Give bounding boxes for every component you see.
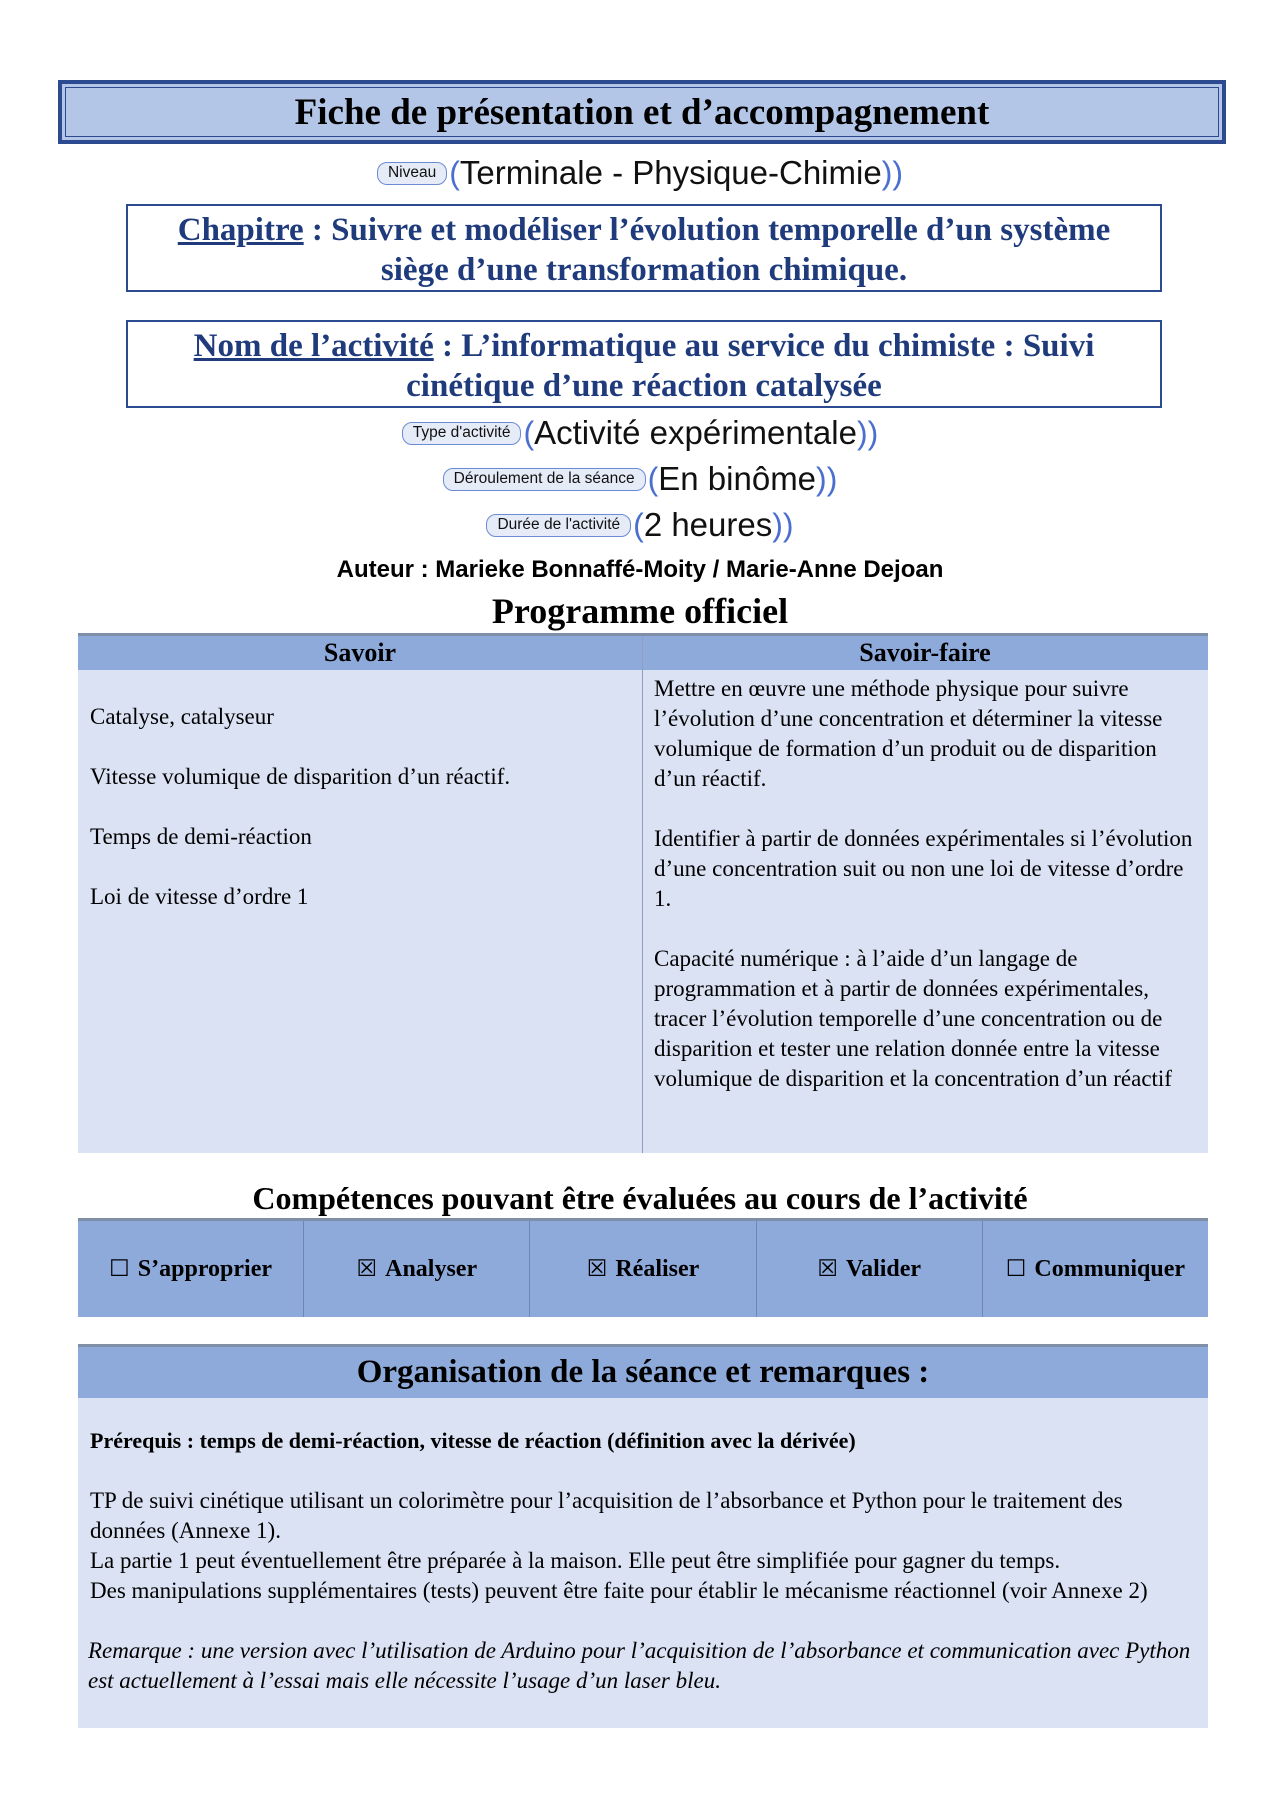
col-savoir-faire: Savoir-faire: [859, 638, 991, 667]
field-tag-duree: Durée de l'activité: [486, 514, 631, 537]
field-type-activite[interactable]: Type d'activité ( Activité expérimentale )): [0, 414, 1280, 452]
savoir-faire-item: Mettre en œuvre une méthode physique pour suivre l’évolution d’une concentration et déterminer la vitesse volumique de formation d’un produit ou de disparition d’un réactif.: [654, 676, 1163, 791]
competence-communiquer[interactable]: ☐ Communiquer: [1005, 1255, 1186, 1282]
competences-title: Compétences pouvant être évaluées au cours de l’activité: [252, 1180, 1028, 1216]
author-line: Auteur : Marieke Bonnaffé-Moity / Marie-Anne Dejoan: [336, 556, 944, 583]
organisation-body: [90, 1426, 1200, 1696]
savoir-cell: [90, 702, 630, 912]
field-duree[interactable]: Durée de l'activité ( 2 heures )): [0, 506, 1280, 544]
competence-analyser[interactable]: ☒ Analyser: [304, 1221, 530, 1317]
field-niveau[interactable]: Niveau ( Terminale - Physique-Chimie )): [0, 154, 1280, 192]
organisation-paragraph: TP de suivi cinétique utilisant un colorimètre pour l’acquisition de l’absorbance et Python pour le traitement des données (Annexe 1).: [90, 1488, 1123, 1543]
programme-title: Programme officiel: [491, 591, 789, 631]
activite-label: Nom de l’activité: [193, 328, 434, 364]
competence-realiser[interactable]: ☒ Réaliser: [530, 1221, 756, 1317]
organisation-paragraph: Des manipulations supplémentaires (tests) peuvent être faite pour établir le mécanisme réactionnel (voir Annexe 2): [90, 1578, 1148, 1603]
competence-sapproprier[interactable]: ☐ S’approprier: [78, 1221, 304, 1317]
savoir-item: Loi de vitesse d’ordre 1: [90, 884, 309, 909]
field-tag-niveau: Niveau: [377, 162, 447, 185]
activite-line1: L’informatique au service du chimiste : Suivi: [461, 328, 1095, 364]
checkbox-checked-icon[interactable]: ☒: [817, 1256, 838, 1282]
chapitre-line2: siège d’une transformation chimique.: [380, 252, 908, 288]
field-tag-type: Type d'activité: [402, 422, 522, 445]
activite-box: Nom de l’activité : L’informatique au service du chimiste : Suivi cinétique d’une réaction catalysée: [126, 320, 1162, 408]
organisation-box: [78, 1344, 1208, 1728]
organisation-paragraph: La partie 1 peut éventuellement être préparée à la maison. Elle peut être simplifiée pour gagner du temps.: [90, 1548, 1061, 1573]
checkbox-icon[interactable]: ☐: [1005, 1256, 1027, 1282]
chapitre-label: Chapitre: [177, 212, 304, 248]
programme-table: [78, 633, 1208, 1153]
savoir-item: Catalyse, catalyseur: [90, 704, 274, 729]
savoir-faire-item: Identifier à partir de données expérimentales si l’évolution d’une concentration suit ou non une loi de vitesse d’ordre 1.: [654, 826, 1193, 911]
savoir-item: Temps de demi-réaction: [90, 824, 312, 849]
chapitre-line1: Suivre et modéliser l’évolution temporelle d’un système: [331, 212, 1111, 248]
field-value-type[interactable]: Activité expérimentale: [534, 414, 857, 451]
savoir-item: Vitesse volumique de disparition d’un réactif.: [90, 764, 511, 789]
competence-valider[interactable]: ☒ Valider: [757, 1221, 983, 1317]
field-tag-deroulement: Déroulement de la séance: [443, 468, 646, 491]
col-savoir: Savoir: [323, 638, 397, 667]
savoir-faire-item: Capacité numérique : à l’aide d’un langage de programmation et à partir de données expérimentales, tracer l’évolution temporelle d’une concentration ou de disparition et tester une relation donnée entre la vitesse volumique de disparition et la concentration d’un réactif: [654, 946, 1172, 1091]
activite-line2: cinétique d’une réaction catalysée: [406, 368, 882, 404]
checkbox-checked-icon[interactable]: ☒: [586, 1256, 608, 1282]
field-value-niveau[interactable]: Terminale - Physique-Chimie: [459, 154, 882, 191]
programme-table-header: [78, 636, 1208, 670]
organisation-title: Organisation de la séance et remarques :: [78, 1344, 1208, 1398]
field-value-duree[interactable]: 2 heures: [643, 506, 773, 543]
competences-row: [78, 1218, 1208, 1317]
checkbox-checked-icon[interactable]: ☒: [356, 1256, 378, 1282]
page-title: Fiche de présentation et d’accompagnement: [65, 87, 1219, 137]
field-deroulement[interactable]: Déroulement de la séance ( En binôme )): [0, 460, 1280, 498]
savoir-faire-cell: [654, 674, 1202, 1094]
remarque: Remarque : une version avec l’utilisation de Arduino pour l’acquisition de l’absorbance et communication avec Python est actuellement à l’essai mais elle nécessite l’usage d’un laser bleu.: [88, 1638, 1191, 1693]
prerequis: Prérequis : temps de demi-réaction, vitesse de réaction (définition avec la dérivée): [90, 1428, 856, 1453]
checkbox-icon[interactable]: ☐: [109, 1256, 130, 1282]
field-value-deroulement[interactable]: En binôme: [658, 460, 817, 497]
title-banner: [58, 80, 1226, 144]
chapitre-box: Chapitre : Suivre et modéliser l’évolution temporelle d’un système siège d’une transformation chimique.: [126, 204, 1162, 292]
column-divider: [642, 636, 643, 1153]
